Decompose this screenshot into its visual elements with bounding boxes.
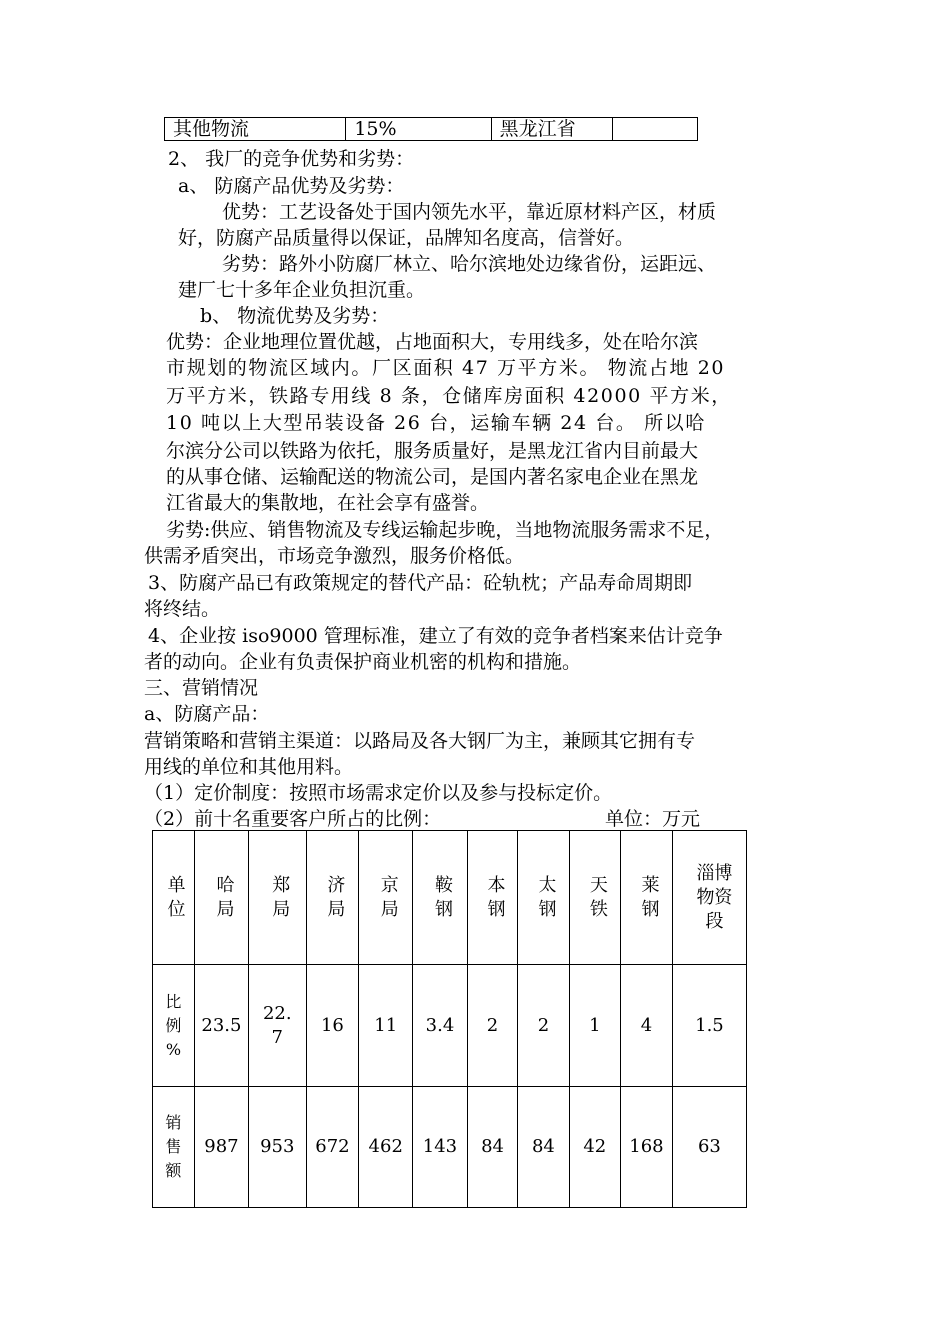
table-cell: 其他物流 [165, 118, 346, 141]
header-cell [306, 831, 359, 965]
table-cell: 1 [569, 965, 620, 1086]
paragraph-text: 的从事仓储、运输配送的物流公司，是国内著名家电企业在黑龙 [166, 466, 699, 488]
unit-label: 单位：万元 [605, 808, 701, 830]
table-cell: 黑龙江省 [491, 118, 612, 141]
paragraph-text: （1）定价制度：按照市场需求定价以及参与投标定价。 [144, 782, 613, 804]
table-cell: 143 [413, 1086, 468, 1207]
table-header-row [153, 831, 747, 965]
subheading-anticorrosion: a、 防腐产品优势及劣势： [178, 175, 405, 197]
cell-text: 22. 7 [262, 1002, 292, 1048]
cell-text: 淄博 物资 段 [696, 862, 733, 932]
table-cell: 4 [621, 965, 673, 1086]
table-cell: 672 [306, 1086, 359, 1207]
paragraph-text: 优势：企业地理位置优越，占地面积大，专用线多，处在哈尔滨 [166, 331, 699, 353]
table-cell: 63 [672, 1086, 746, 1207]
paragraph-text: 营销策略和营销主渠道：以路局及各大钢厂为主，兼顾其它拥有专 [144, 730, 696, 752]
row-label [153, 1086, 195, 1207]
table-cell: 168 [621, 1086, 673, 1207]
header-cell-unit [153, 831, 195, 965]
paragraph-text: 3、防腐产品已有政策规定的替代产品：砼轨枕；产品寿命周期即 [148, 572, 693, 594]
paragraph-text: 者的动向。企业有负责保护商业机密的机构和措施。 [144, 651, 582, 673]
header-cell [359, 831, 413, 965]
table-cell [249, 965, 307, 1086]
table-row-ratio [153, 965, 747, 1086]
table-cell: 42 [569, 1086, 620, 1207]
table-row-sales [153, 1086, 747, 1207]
cell-text: 济 局 [327, 874, 346, 920]
cell-text: 京 局 [380, 874, 399, 920]
cell-text: 哈 局 [216, 874, 235, 920]
table-cell: 15% [346, 118, 491, 141]
header-cell [672, 831, 746, 965]
row-label [153, 965, 195, 1086]
cell-text: 天 铁 [589, 874, 608, 920]
paragraph-text: 江省最大的集散地，在社会享有盛誉。 [166, 492, 490, 514]
paragraph-text: 10 吨以上大型吊装设备 26 台，运输车辆 24 台。 所以哈 [166, 412, 706, 434]
table-cell: 987 [194, 1086, 248, 1207]
table-cell: 953 [249, 1086, 307, 1207]
header-cell [194, 831, 248, 965]
paragraph-text: 万平方米，铁路专用线 8 条，仓储库房面积 42000 平方米， [166, 385, 732, 407]
paragraph-text: 将终结。 [144, 598, 221, 620]
top-customers-table [152, 830, 747, 1208]
header-cell [413, 831, 468, 965]
header-cell [249, 831, 307, 965]
header-cell [621, 831, 673, 965]
section-heading-marketing: 三、营销情况 [144, 677, 259, 699]
header-cell [569, 831, 620, 965]
subheading-product: a、防腐产品： [144, 703, 270, 725]
table-cell: 84 [518, 1086, 569, 1207]
table-cell: 2 [518, 965, 569, 1086]
paragraph-text: 尔滨分公司以铁路为依托，服务质量好，是黑龙江省内目前最大 [166, 440, 699, 462]
table-cell: 2 [467, 965, 517, 1086]
cell-text: 单 位 [167, 874, 186, 920]
cell-text: 鞍 钢 [434, 874, 453, 920]
heading-competitive: 2、 我厂的竞争优势和劣势： [168, 148, 415, 170]
table-cell: 11 [359, 965, 413, 1086]
table-cell [612, 118, 697, 141]
paragraph-text: 劣势:供应、销售物流及专线运输起步晚，当地物流服务需求不足， [166, 519, 724, 541]
table-cell: 16 [306, 965, 359, 1086]
table-cell: 462 [359, 1086, 413, 1207]
table-cell: 3.4 [413, 965, 468, 1086]
paragraph-text: 供需矛盾突出，市场竞争激烈，服务价格低。 [144, 545, 525, 567]
cell-text: 比 例 % [165, 991, 182, 1059]
paragraph-text: 优势：工艺设备处于国内领先水平，靠近原材料产区，材质 [222, 201, 717, 223]
cell-text: 郑 局 [272, 874, 291, 920]
cell-text: 太 钢 [538, 874, 557, 920]
subheading-logistics: b、 物流优势及劣势： [200, 305, 390, 327]
table-row [165, 118, 698, 141]
paragraph-text: 好，防腐产品质量得以保证，品牌知名度高，信誉好。 [178, 227, 635, 249]
paragraph-text: 劣势：路外小防腐厂林立、哈尔滨地处边缘省份，运距远、 [222, 253, 717, 275]
logistics-share-table [164, 117, 698, 141]
cell-text: 本 钢 [487, 874, 506, 920]
header-cell [467, 831, 517, 965]
header-cell [518, 831, 569, 965]
cell-text: 销 售 额 [165, 1112, 182, 1180]
paragraph-text: 建厂七十多年企业负担沉重。 [178, 279, 426, 301]
table-cell: 1.5 [672, 965, 746, 1086]
cell-text: 莱 钢 [641, 874, 660, 920]
paragraph-text: 4、企业按 iso9000 管理标准，建立了有效的竞争者档案来估计竞争 [148, 625, 723, 647]
paragraph-text: （2）前十名重要客户所占的比例： [144, 808, 442, 830]
table-cell: 84 [467, 1086, 517, 1207]
paragraph-text: 市规划的物流区域内。厂区面积 47 万平方米。 物流占地 20 [166, 357, 726, 379]
table-cell: 23.5 [194, 965, 248, 1086]
paragraph-text: 用线的单位和其他用料。 [144, 756, 354, 778]
